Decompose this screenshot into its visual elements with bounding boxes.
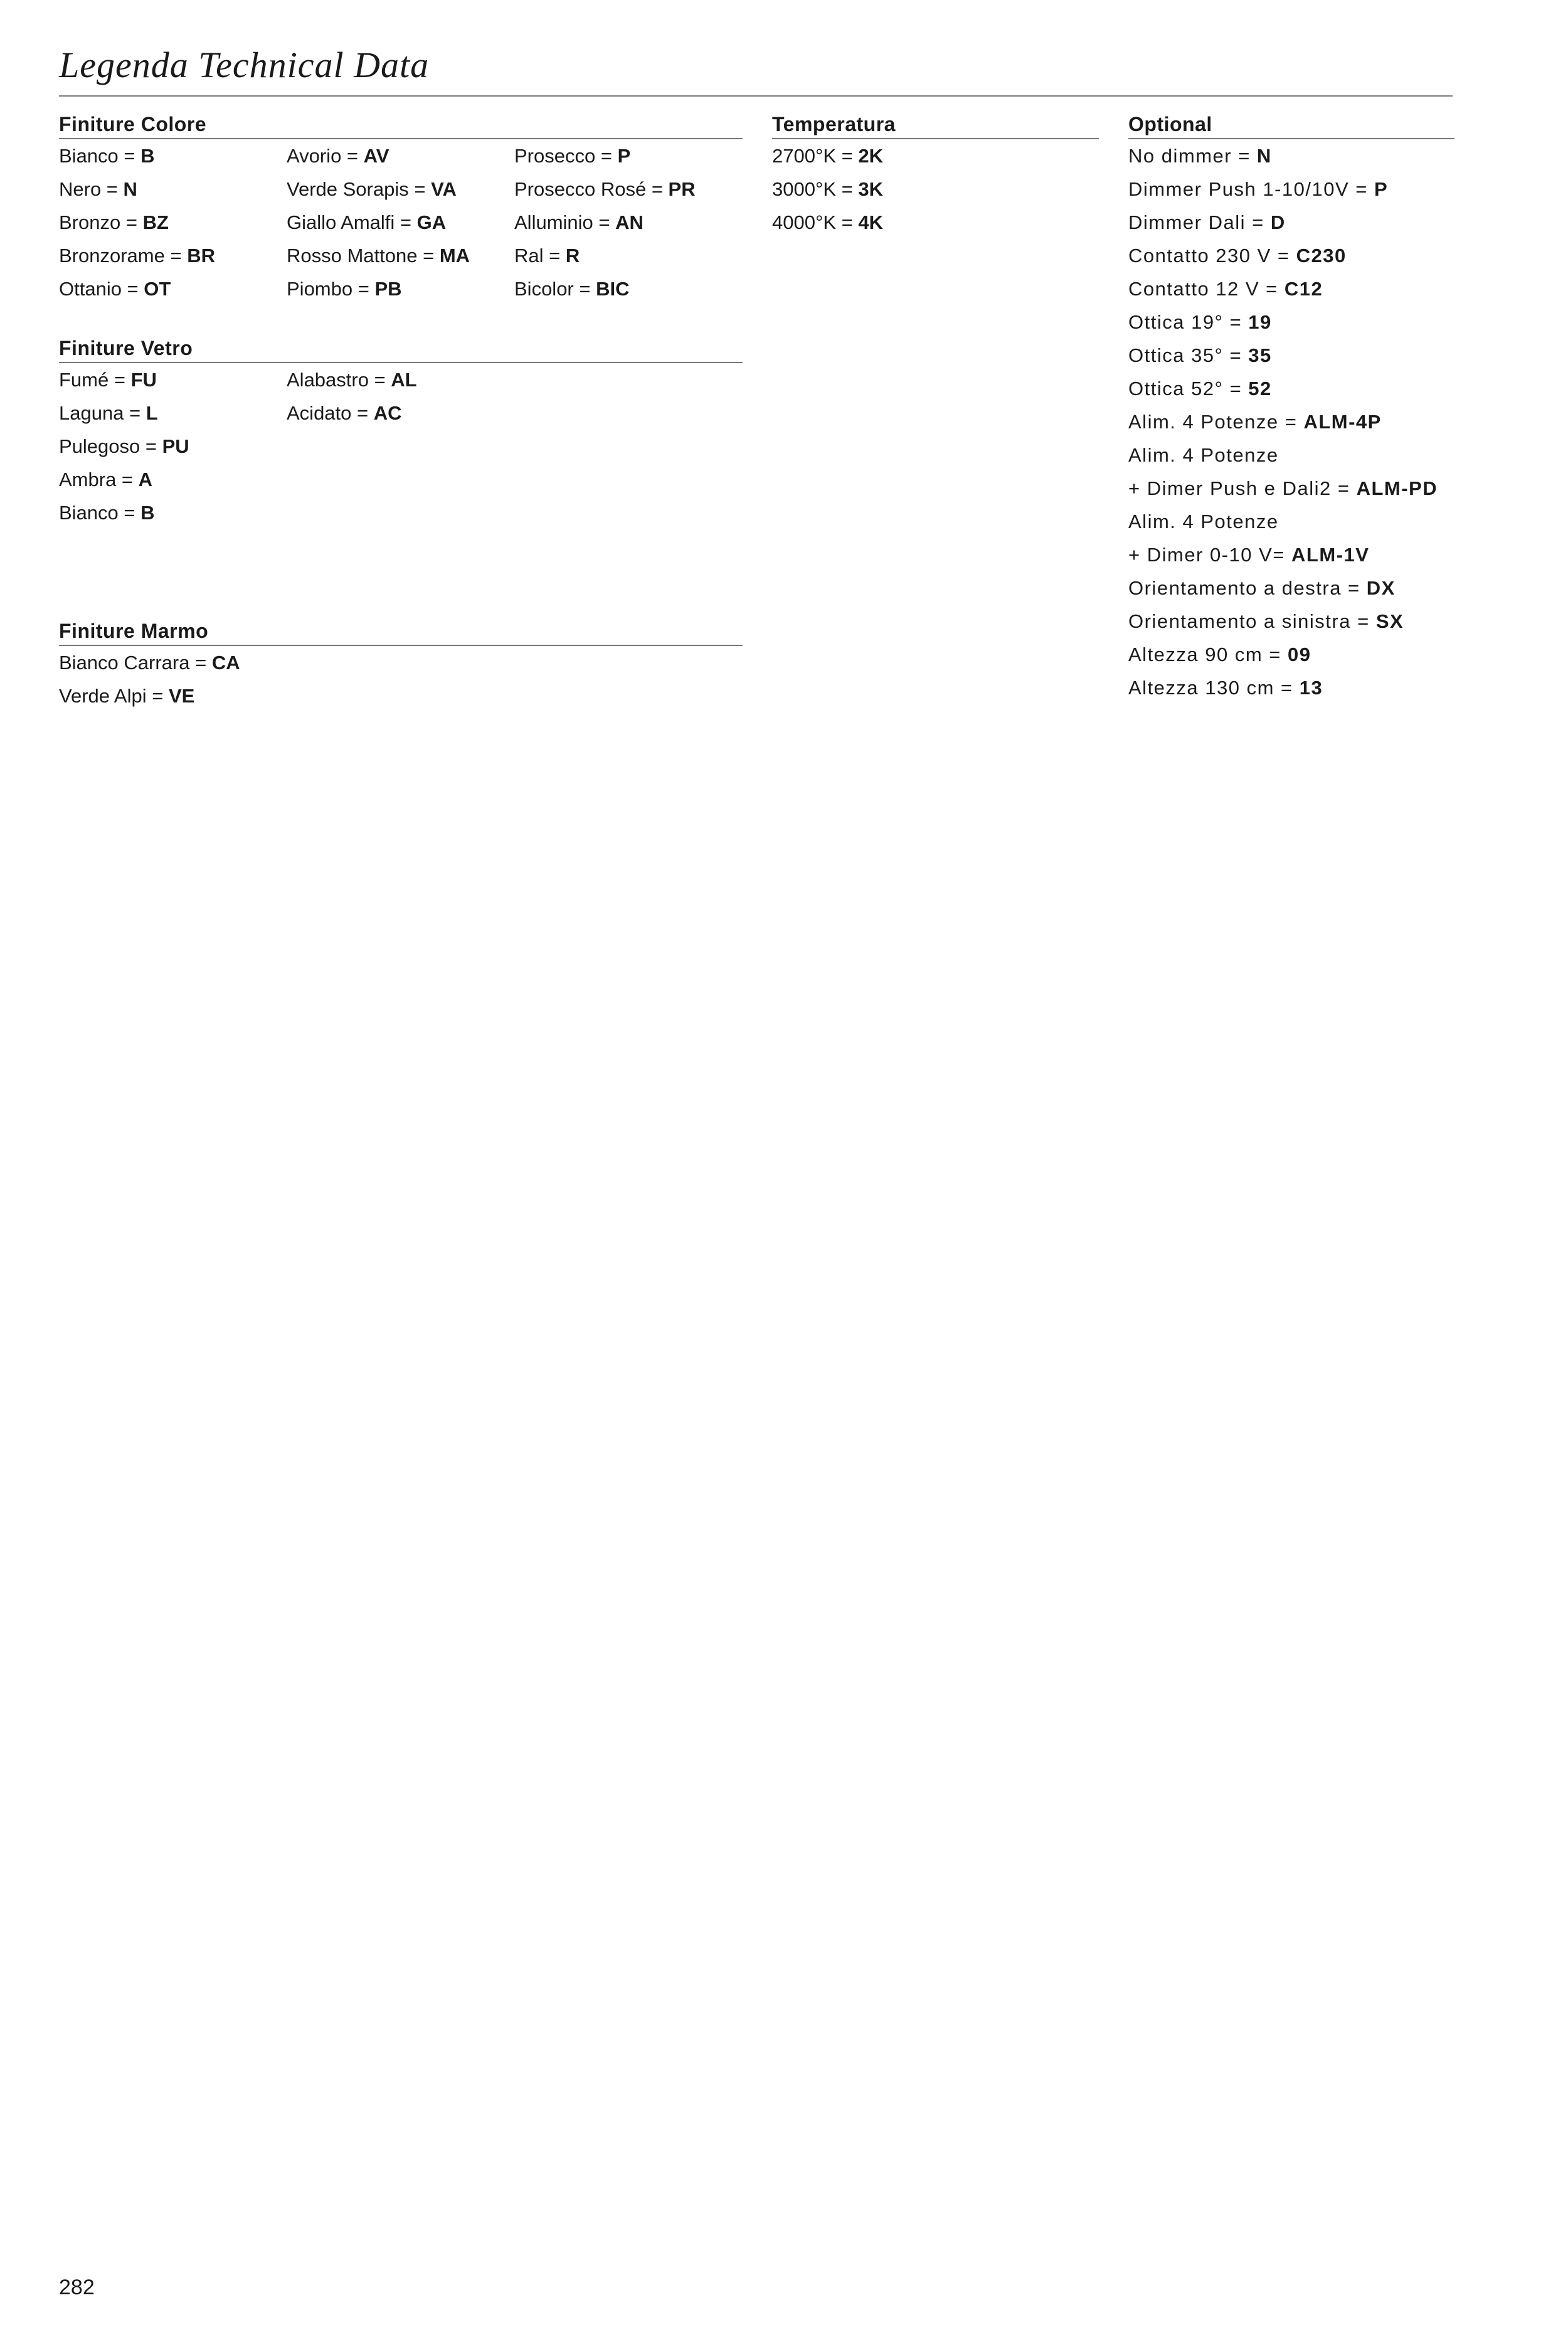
legend-code: AL [391, 369, 417, 391]
legend-label: Bronzorame = [59, 245, 188, 267]
finiture-vetro-heading: Finiture Vetro [59, 334, 743, 363]
legend-item [59, 463, 189, 496]
legend-code: P [617, 145, 631, 167]
legend-label: Ral = [514, 245, 566, 267]
legend-label: Prosecco = [514, 145, 618, 167]
legend-label: Alim. 4 Potenze [1128, 511, 1279, 532]
legend-item [1128, 571, 1438, 605]
legend-item [772, 139, 883, 172]
legend-label: Ottica 52° = [1128, 378, 1249, 400]
legend-item [514, 172, 696, 206]
legend-code: FU [130, 369, 157, 391]
legend-label: Fumé = [59, 369, 131, 391]
legend-item [1128, 438, 1438, 472]
legend-code: DX [1366, 577, 1396, 599]
legend-code: L [146, 402, 158, 424]
legend-label: Orientamento a destra = [1128, 577, 1367, 599]
legend-label: Bianco Carrara = [59, 652, 212, 674]
legend-item [1128, 239, 1438, 272]
legend-item [1128, 272, 1438, 305]
legend-code: ALM-1V [1291, 544, 1370, 566]
legend-code: 09 [1288, 644, 1311, 665]
legend-code: AN [615, 211, 644, 233]
page-title: Legenda Technical Data [59, 45, 430, 85]
legend-item [59, 496, 189, 529]
legend-item [287, 139, 470, 172]
temperatura-section [772, 110, 1099, 243]
legend-item [1128, 605, 1438, 638]
title-divider [59, 95, 1453, 97]
legend-label: Dimmer Push 1-10/10V = [1128, 178, 1375, 200]
legend-label: Contatto 12 V = [1128, 278, 1285, 300]
legend-code: SX [1375, 610, 1404, 632]
legend-item [1128, 139, 1438, 172]
legend-label: 2700°K = [772, 145, 859, 167]
legend-code: ALM-4P [1303, 411, 1382, 433]
legend-item [287, 172, 470, 206]
legend-item [1128, 372, 1438, 405]
legend-label: + Dimer Push e Dali2 = [1128, 477, 1357, 499]
legend-label: Altezza 130 cm = [1128, 677, 1300, 699]
legend-item [59, 172, 215, 206]
legend-label: Rosso Mattone = [287, 245, 440, 267]
legend-item [59, 679, 240, 712]
legend-code: VA [431, 178, 457, 200]
legend-label: No dimmer = [1128, 145, 1257, 167]
finiture-marmo-col1 [59, 646, 240, 712]
legend-code: CA [211, 652, 240, 674]
legend-code: AC [373, 402, 402, 424]
legend-item [1128, 172, 1438, 206]
legend-code: B [140, 145, 155, 167]
finiture-marmo-section [59, 617, 743, 715]
legend-item [514, 239, 696, 272]
legend-label: Altezza 90 cm = [1128, 644, 1288, 665]
legend-label: Verde Alpi = [59, 685, 169, 707]
legend-label: Ottanio = [59, 278, 144, 300]
legend-code: 52 [1248, 378, 1272, 400]
legend-label: Nero = [59, 178, 124, 200]
legend-code: MA [439, 245, 470, 267]
legend-label: Verde Sorapis = [287, 178, 432, 200]
legend-label: Dimmer Dali = [1128, 211, 1271, 233]
legend-code: N [123, 178, 137, 200]
legend-label: Alim. 4 Potenze [1128, 444, 1279, 466]
legend-label: Alluminio = [514, 211, 616, 233]
temperatura-col1 [772, 139, 883, 239]
legend-item [1128, 305, 1438, 339]
legend-item [59, 430, 189, 463]
legend-label: Piombo = [287, 278, 375, 300]
legend-label: 3000°K = [772, 178, 859, 200]
legend-label: Orientamento a sinistra = [1128, 610, 1376, 632]
legend-item [287, 363, 417, 396]
legend-item [514, 139, 696, 172]
legend-label: Acidato = [287, 402, 374, 424]
legend-label: Bronzo = [59, 211, 143, 233]
finiture-vetro-section [59, 334, 743, 532]
legend-code: B [140, 502, 155, 524]
finiture-colore-col3 [514, 139, 696, 305]
legend-item [287, 272, 470, 305]
legend-item [59, 363, 189, 396]
legend-code: 13 [1299, 677, 1323, 699]
legend-label: Alim. 4 Potenze = [1128, 411, 1304, 433]
legend-code: PB [374, 278, 402, 300]
legend-code: OT [144, 278, 171, 300]
legend-label: Bianco = [59, 145, 141, 167]
legend-code: GA [416, 211, 447, 233]
legend-item [772, 206, 883, 239]
legend-label: Pulegoso = [59, 435, 162, 457]
legend-label: 4000°K = [772, 211, 859, 233]
legend-item [514, 206, 696, 239]
legend-item [287, 396, 417, 430]
legend-label: Prosecco Rosé = [514, 178, 669, 200]
legend-label: Avorio = [287, 145, 364, 167]
legend-code: N [1256, 145, 1272, 167]
finiture-marmo-heading: Finiture Marmo [59, 617, 743, 646]
legend-item [514, 272, 696, 305]
legend-label: Laguna = [59, 402, 146, 424]
legend-code: C230 [1296, 245, 1347, 267]
legend-code: BZ [142, 211, 169, 233]
finiture-colore-section [59, 110, 743, 309]
legend-item [287, 239, 470, 272]
page-number: 282 [59, 2275, 95, 2299]
legend-label: Bicolor = [514, 278, 596, 300]
legend-code: 35 [1248, 344, 1272, 366]
legend-item [59, 206, 215, 239]
legend-label: + Dimer 0-10 V= [1128, 544, 1292, 566]
legend-code: PU [162, 435, 189, 457]
legend-item [59, 396, 189, 430]
legend-label: Contatto 230 V = [1128, 245, 1296, 267]
optional-col1 [1128, 139, 1438, 704]
legend-item [772, 172, 883, 206]
legend-label: Giallo Amalfi = [287, 211, 417, 233]
finiture-colore-col1 [59, 139, 215, 305]
legend-item [1128, 206, 1438, 239]
legend-code: VE [168, 685, 195, 707]
finiture-colore-col2 [287, 139, 470, 305]
legend-item [59, 272, 215, 305]
finiture-vetro-col1 [59, 363, 189, 529]
legend-code: BR [187, 245, 215, 267]
legend-code: C12 [1284, 278, 1323, 300]
optional-heading: Optional [1128, 110, 1454, 139]
legend-code: 4K [858, 211, 884, 233]
legend-item [287, 206, 470, 239]
legend-code: A [138, 469, 153, 490]
legend-item [59, 646, 240, 679]
optional-section [1128, 110, 1454, 710]
legend-item [59, 139, 215, 172]
legend-label: Alabastro = [287, 369, 391, 391]
legend-code: AV [363, 145, 389, 167]
legend-code: 3K [858, 178, 884, 200]
legend-code: ALM-PD [1356, 477, 1438, 499]
legend-item [59, 239, 215, 272]
legend-label: Ambra = [59, 469, 139, 490]
finiture-colore-heading: Finiture Colore [59, 110, 743, 139]
legend-code: 19 [1248, 311, 1272, 333]
legend-item [1128, 505, 1438, 538]
legend-label: Ottica 35° = [1128, 344, 1249, 366]
legend-label: Ottica 19° = [1128, 311, 1249, 333]
temperatura-heading: Temperatura [772, 110, 1099, 139]
legend-item [1128, 405, 1438, 438]
legend-item [1128, 472, 1438, 505]
finiture-vetro-col2 [287, 363, 417, 430]
legend-code: P [1374, 178, 1389, 200]
legend-code: PR [668, 178, 696, 200]
legend-code: D [1270, 211, 1286, 233]
legend-label: Bianco = [59, 502, 141, 524]
legend-code: 2K [858, 145, 884, 167]
legend-item [1128, 638, 1438, 671]
legend-item [1128, 671, 1438, 704]
legend-code: BIC [596, 278, 630, 300]
legend-item [1128, 339, 1438, 372]
legend-code: R [565, 245, 580, 267]
legend-item [1128, 538, 1438, 571]
